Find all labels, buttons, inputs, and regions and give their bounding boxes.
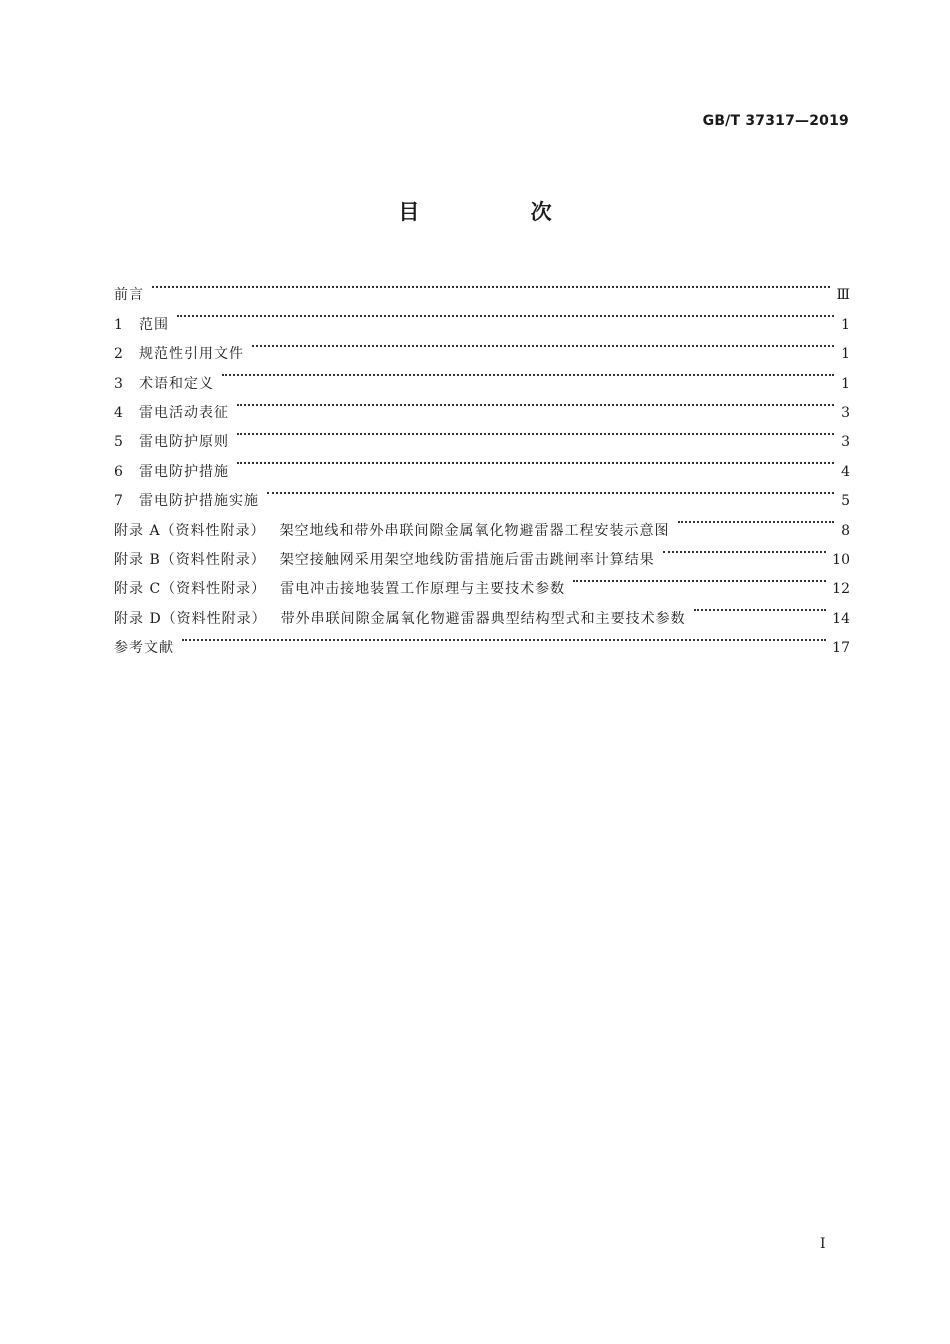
toc-leader-dots <box>573 564 826 593</box>
toc-page-number: 1 <box>841 375 850 392</box>
toc-leader-dots <box>237 417 834 446</box>
toc-entry-label: 参考文献 <box>114 640 174 657</box>
toc-entry-number: 7 <box>114 493 123 510</box>
toc-leader-dots <box>678 505 834 534</box>
toc-entry-label: 范围 <box>139 316 169 333</box>
toc-entry-number: 1 <box>114 316 123 333</box>
toc-page-number: 8 <box>841 522 850 539</box>
toc-page-number: 14 <box>832 610 850 627</box>
toc-entry-label: 附录 B（资料性附录） <box>114 551 266 568</box>
toc-entry-bibliography[interactable] <box>114 623 850 657</box>
toc-page-number: 12 <box>832 581 850 598</box>
page-title: 目 次 <box>398 200 604 224</box>
toc-page-number: 5 <box>841 493 850 510</box>
toc-entry-label: 附录 D（资料性附录） <box>114 610 267 627</box>
toc-entry-terms-definitions[interactable] <box>114 358 850 392</box>
toc-entry-label: 附录 A（资料性附录） <box>114 522 266 539</box>
toc-leader-dots <box>237 446 834 475</box>
toc-entry-subtitle: 架空地线和带外串联间隙金属氧化物避雷器工程安装示意图 <box>279 522 670 539</box>
toc-leader-dots <box>267 476 834 505</box>
toc-leader-dots <box>252 329 834 358</box>
toc-page-number: 17 <box>832 640 850 657</box>
toc-page-number: 3 <box>841 404 850 421</box>
toc-leader-dots <box>182 623 826 652</box>
toc-entry-label: 规范性引用文件 <box>139 346 244 363</box>
toc-entry-number: 4 <box>114 404 123 421</box>
toc-entry-subtitle: 架空接触网采用架空地线防雷措施后雷击跳闸率计算结果 <box>279 551 655 568</box>
toc-entry-number: 2 <box>114 346 123 363</box>
toc-page-number: Ⅲ <box>836 287 850 304</box>
toc-entry-normative-references[interactable] <box>114 329 850 363</box>
toc-entry-label: 术语和定义 <box>139 375 214 392</box>
toc-leader-dots <box>152 270 830 299</box>
toc-entry-label: 雷电防护原则 <box>139 434 229 451</box>
table-of-contents <box>114 270 850 657</box>
toc-entry-label: 雷电防护措施 <box>139 463 229 480</box>
toc-entry-scope[interactable] <box>114 299 850 333</box>
toc-entry-lightning-characterization[interactable] <box>114 388 850 421</box>
toc-page-number: 3 <box>841 434 850 451</box>
toc-entry-number: 3 <box>114 375 123 392</box>
toc-entry-preface[interactable] <box>114 270 850 304</box>
toc-page-number: 10 <box>832 551 850 568</box>
standard-code: GB/T 37317—2019 <box>702 113 849 129</box>
toc-entry-subtitle: 带外串联间隙金属氧化物避雷器典型结构型式和主要技术参数 <box>280 610 686 627</box>
toc-leader-dots <box>694 593 826 622</box>
toc-entry-number: 5 <box>114 434 123 451</box>
toc-page-number: 1 <box>841 346 850 363</box>
toc-entry-label: 前言 <box>114 287 144 304</box>
toc-page-number: 4 <box>841 463 850 480</box>
toc-page-number: 1 <box>841 316 850 333</box>
toc-entry-label: 雷电防护措施实施 <box>139 493 259 510</box>
toc-leader-dots <box>663 535 826 564</box>
toc-entry-number: 6 <box>114 463 123 480</box>
toc-entry-subtitle: 雷电冲击接地装置工作原理与主要技术参数 <box>280 581 566 598</box>
toc-leader-dots <box>222 358 834 387</box>
toc-entry-label: 附录 C（资料性附录） <box>114 581 267 598</box>
toc-entry-label: 雷电活动表征 <box>139 404 229 421</box>
toc-leader-dots <box>177 299 834 328</box>
page-number: I <box>820 1236 826 1252</box>
toc-leader-dots <box>237 388 834 417</box>
